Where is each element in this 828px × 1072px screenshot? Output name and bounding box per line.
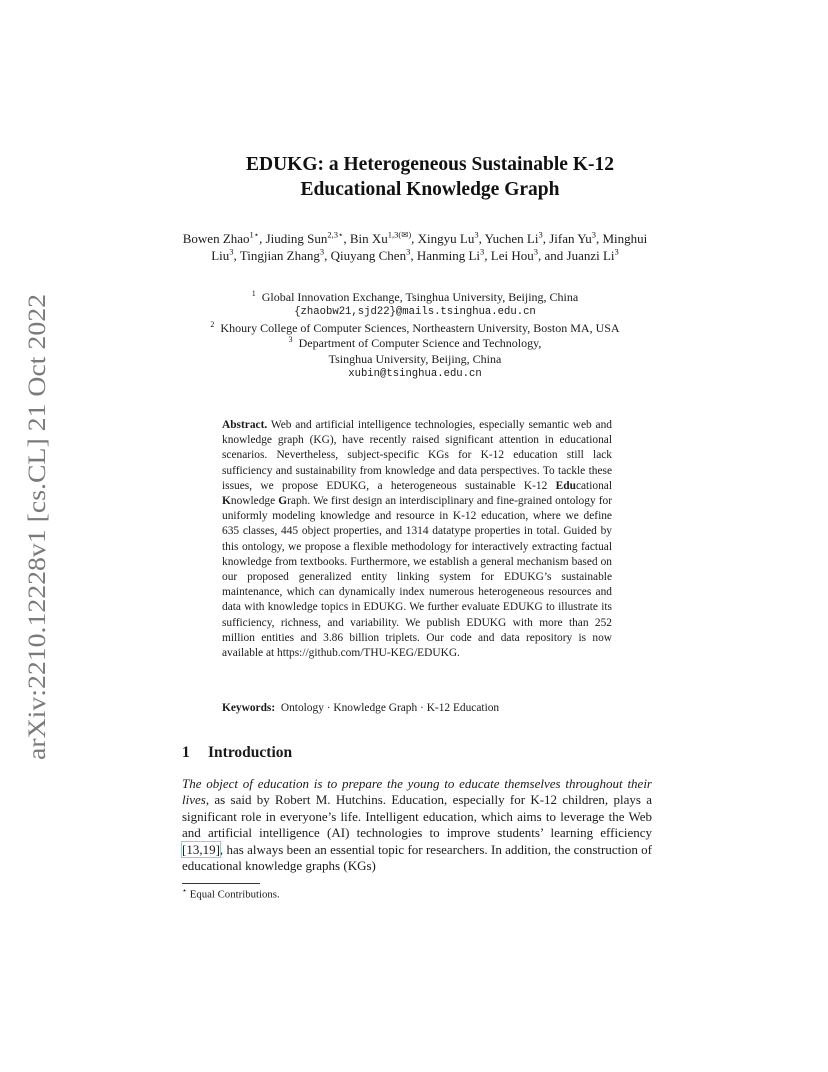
abstract-text-2: raph. We first design an interdisciplinary and fine-grained ontology for uniformly modeling knowledge and resource in K-12 education, where we define 635 classes, 445 object properties, and 1314 datatype properties in total. Guided by this ontology, we propose a flexible methodology for interactively extracting factual knowledge from textbooks. Furthermore, we establish a general mechanism based on our proposed generalized entity linking system for EDUKG’s sustainable maintenance, which can dynamically index numerous heterogeneous resources and data with knowledge topics in EDUKG. We further evaluate EDUKG to illustrate its sufficiency, richness, and variability. We publish EDUKG with more than 252 million entities and 3.86 billion triplets. Our code and data repository is now available at https://github.com/THU-KEG/EDUKG. xyxy=(222,495,613,660)
author-sup: 3 xyxy=(474,229,479,240)
author: Xingyu Lu xyxy=(417,231,475,246)
author-sup: 1⋆ xyxy=(249,229,260,240)
author-sup: 3 xyxy=(533,246,538,257)
affiliations xyxy=(150,290,680,382)
author: Juanzi Li xyxy=(566,248,615,263)
title-line-1: EDUKG: a Heterogeneous Sustainable K-12 xyxy=(246,154,614,175)
author-sup: 3 xyxy=(406,246,411,257)
intro-text-1: as said by Robert M. Hutchins. Education, especially for K-12 children, plays a significant role in everyone’s life. Intelligent education, which aims to leverage the Web and artificial intelligence (AI) technologies to improve students’ learning efficiency xyxy=(182,792,652,841)
affiliation-3-email: xubin@tsinghua.edu.cn xyxy=(348,368,482,381)
author-sup: 3 xyxy=(229,246,234,257)
author: Lei Hou xyxy=(490,248,534,263)
abstract-text-cational: cational xyxy=(575,479,612,492)
affiliation-1-email: {zhaobw21,sjd22}@mails.tsinghua.edu.cn xyxy=(294,306,536,319)
abstract-bold-edu: Edu xyxy=(555,479,576,492)
author: Hanming Li xyxy=(416,248,481,263)
author: Minghui Liu xyxy=(211,231,648,263)
abstract-bold-k: K xyxy=(222,495,231,508)
footnote-mark: ⋆ xyxy=(182,886,188,895)
affiliation-text: Department of Computer Science and Technology, xyxy=(298,336,542,351)
author-sup: 3 xyxy=(319,246,325,257)
abstract-bold-g: G xyxy=(278,495,288,508)
affiliation-3 xyxy=(150,336,680,351)
section-heading xyxy=(182,744,292,762)
paper-title xyxy=(150,152,710,202)
author-sup: 1,3(✉) xyxy=(387,229,412,240)
footnote-text: Equal Contributions. xyxy=(189,888,280,901)
abstract-text-1: Web and artificial intelligence technologies, especially semantic web and knowledge graph (KG), have recently raised significant attention in educational scenarios. Nevertheless, subject-specific KGs for K-12 education still lack sufficiency and sustainability from knowledge and data perspectives. To tackle these issues, we propose EDUKG, a heterogeneous sustainable K-12 xyxy=(222,419,612,492)
affiliation-text: Khoury College of Computer Sciences, Northeastern University, Boston MA, USA xyxy=(220,320,620,335)
affiliation-3-line-2: Tsinghua University, Beijing, China xyxy=(328,351,502,366)
abstract xyxy=(222,418,612,661)
affiliation-sup: 2 xyxy=(210,319,215,329)
author-sup: 3 xyxy=(538,229,543,240)
author: Jifan Yu xyxy=(549,231,592,246)
keywords-label: Keywords: xyxy=(222,702,276,714)
author-sup: 2,3⋆ xyxy=(327,229,344,240)
citation-link[interactable]: [13,19] xyxy=(182,841,220,857)
affiliation-text: Global Innovation Exchange, Tsinghua University, Beijing, China xyxy=(261,290,579,304)
title-line-2: Educational Knowledge Graph xyxy=(300,179,560,200)
author-list: Bowen Zhao$^{1⋆}$, Jiuding Sun$^{2,3⋆}$, Bin $Xu^{1,3(✉)}$, Xingyu Lu$^3$, Yuchen Li$^3$, Jifan Yu$^3$, Minghui Liu$^3$, Tingjian Zhang$^3$, Qiuyang Chen$^3$, Hanming Li$^3$, Lei Hou$^3$, and Juanzi Li$^3$ xyxy=(182,229,648,263)
author-sup: 3 xyxy=(614,246,619,257)
footnote-rule xyxy=(182,883,260,884)
author: Yuchen Li xyxy=(484,231,539,246)
author: Qiuyang Chen xyxy=(330,248,407,263)
abstract-text-nowledge: nowledge xyxy=(230,495,279,508)
abstract-label: Abstract. xyxy=(222,419,268,431)
author: Bin Xu xyxy=(349,231,388,246)
author: Tingjian Zhang xyxy=(239,248,320,263)
arxiv-identifier xyxy=(20,292,54,760)
intro-paragraph xyxy=(182,776,652,874)
section-title: Introduction xyxy=(208,744,293,761)
affiliation-sup: 1 xyxy=(251,289,256,298)
footnote xyxy=(182,886,280,901)
intro-quote: The object of education is to prepare the young to educate themselves throughout their lives, xyxy=(182,776,652,808)
arxiv-id-text: arXiv:2210.12228v1 [cs.CL] 21 Oct 2022 xyxy=(24,340,51,760)
author-sup: 3 xyxy=(591,229,596,240)
affiliation-2 xyxy=(150,321,680,336)
affiliation-sup: 3 xyxy=(288,335,293,345)
affiliation-1 xyxy=(150,290,680,305)
author-sup: 3 xyxy=(480,246,485,257)
author: Bowen Zhao xyxy=(182,231,250,246)
intro-text-2: , has always been an essential topic for researchers. In addition, the construction of educational knowledge graphs (KGs) xyxy=(182,841,652,874)
author: Jiuding Sun xyxy=(265,231,328,246)
section-number: 1 xyxy=(182,744,190,761)
keywords-text: Ontology · Knowledge Graph · K-12 Education xyxy=(280,702,500,714)
keywords xyxy=(222,702,612,714)
